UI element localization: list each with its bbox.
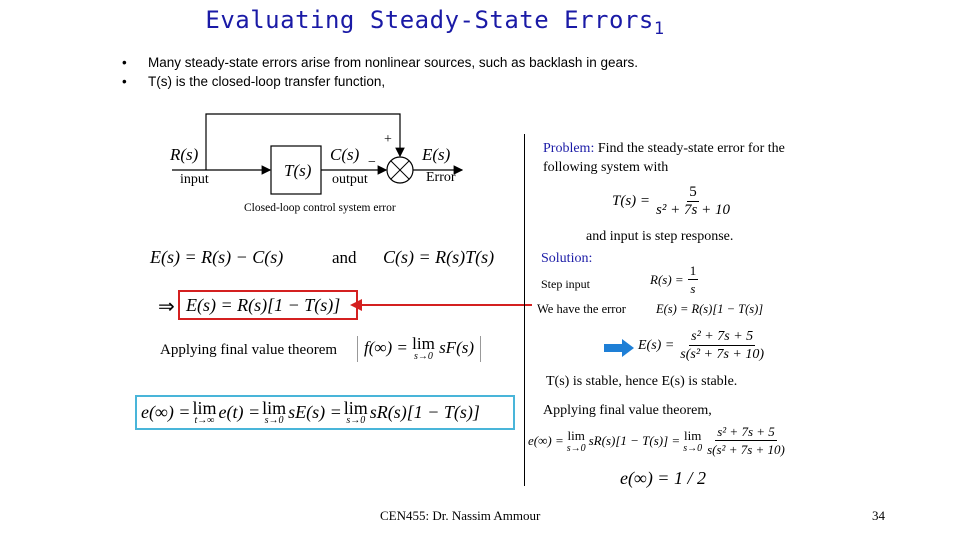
- final-lim-sub: s→0: [683, 442, 703, 454]
- ess-lim-s-word: lim: [262, 397, 287, 418]
- bullet-item: [122, 53, 638, 72]
- error-label: Error: [426, 170, 456, 185]
- ess-lim-t-sub: t→∞: [194, 414, 215, 426]
- page-number: 34: [872, 508, 885, 523]
- error-result: E(s) = R(s)[1 − T(s)]: [186, 295, 341, 315]
- step-input-lhs: R(s) =: [650, 271, 684, 287]
- diagram-caption: Closed-loop control system error: [244, 202, 396, 214]
- output-label: output: [332, 172, 368, 187]
- ess-term3: sR(s)[1 − T(s)]: [369, 402, 480, 422]
- step-input-fraction: [688, 262, 699, 297]
- solution-heading: Solution:: [541, 251, 593, 266]
- bullet-text: Many steady-state errors arise from nonlinear sources, such as backlash in gears.: [148, 55, 638, 70]
- slide-title: [0, 6, 870, 39]
- error-result-numerator: s² + 7s + 5: [691, 329, 754, 344]
- blue-arrow-icon: [604, 339, 634, 357]
- block-label: T(s): [284, 161, 312, 180]
- problem-statement: [543, 139, 813, 177]
- ess-limit-s2: [343, 397, 368, 426]
- footer-author: CEN455: Dr. Nassim Ammour: [380, 508, 541, 523]
- column-divider: [524, 134, 525, 486]
- red-arrow: [350, 297, 534, 313]
- ess-lim-t-word: lim: [192, 397, 217, 418]
- bullet-dot: •: [122, 55, 127, 70]
- implies-symbol: ⇒: [158, 296, 175, 318]
- bullet-list: [122, 53, 638, 91]
- error-result-fraction: [678, 328, 766, 363]
- final-lhs: e(∞) =: [528, 432, 564, 448]
- final-limit-2: [683, 428, 702, 454]
- output-definition: C(s) = R(s)T(s): [383, 247, 495, 267]
- fvt-rhs: sF(s): [439, 337, 475, 357]
- ess-term2: sE(s) =: [288, 402, 342, 422]
- ess-lim-s-word: lim: [343, 397, 368, 418]
- output-signal-label: C(s): [330, 145, 360, 164]
- ess-limit-s1: [262, 397, 287, 426]
- transfer-function: [612, 184, 732, 219]
- bullet-text: T(s) is the closed-loop transfer function,: [148, 74, 386, 89]
- final-answer: e(∞) = 1 / 2: [620, 468, 706, 488]
- final-lim-word: lim: [567, 427, 585, 443]
- and-word: and: [332, 248, 357, 267]
- tf-lhs: T(s) =: [612, 193, 651, 209]
- error-result-formula: [638, 328, 766, 363]
- minus-sign: −: [368, 155, 376, 170]
- final-denominator: s(s² + 7s + 10): [707, 442, 785, 457]
- ess-term1: e(t) =: [218, 402, 261, 422]
- plus-sign: +: [384, 132, 392, 147]
- input-signal-label: R(s): [170, 145, 199, 164]
- step-input-denominator: s: [690, 281, 696, 296]
- stability-text: T(s) is stable, hence E(s) is stable.: [546, 374, 738, 389]
- ess-limit-t: [192, 397, 217, 426]
- title-subscript: 1: [653, 18, 665, 39]
- bullet-dot: •: [122, 74, 127, 89]
- step-text: and input is step response.: [586, 229, 734, 244]
- final-lim-word: lim: [683, 427, 702, 443]
- fvt-label: Applying final value theorem: [160, 342, 338, 358]
- final-fraction: [705, 423, 787, 458]
- error-signal-label: E(s): [422, 145, 451, 164]
- step-input-label: Step input: [541, 277, 591, 291]
- bullet-item: [122, 72, 638, 91]
- problem-text: Find the steady-state error for the following system with: [543, 141, 785, 175]
- error-intro-label: We have the error: [537, 302, 626, 316]
- fvt-formula: [357, 336, 481, 362]
- step-input-formula: [650, 262, 698, 297]
- steady-state-error-box: [135, 395, 515, 430]
- title-main: Evaluating Steady-State Errors: [205, 6, 654, 34]
- ess-lhs: e(∞) =: [141, 402, 191, 422]
- tf-numerator: 5: [689, 184, 697, 200]
- final-mid: sR(s)[1 − T(s)] =: [588, 432, 681, 448]
- final-lim-sub: s→0: [566, 442, 586, 454]
- input-label: input: [180, 172, 209, 187]
- error-result-box: [178, 290, 358, 320]
- error-result-lhs: E(s) =: [638, 337, 675, 353]
- final-numerator: s² + 7s + 5: [717, 424, 775, 439]
- error-expression: E(s) = R(s)[1 − T(s)]: [656, 302, 764, 316]
- fvt-lim-sub: s→0: [414, 351, 433, 362]
- fvt-text: Applying final value theorem,: [543, 403, 712, 418]
- error-result-denominator: s(s² + 7s + 10): [680, 347, 765, 362]
- ess-lim-s-sub: s→0: [264, 414, 284, 426]
- final-limit: [567, 428, 586, 454]
- final-limit-formula: [528, 423, 787, 458]
- tf-denominator: s² + 7s + 10: [656, 202, 730, 218]
- fvt-lhs: f(∞) =: [364, 337, 408, 357]
- ess-lim-s-sub: s→0: [346, 414, 366, 426]
- tf-fraction: [654, 184, 732, 219]
- fvt-lim-word: lim: [412, 334, 435, 353]
- step-input-numerator: 1: [689, 263, 697, 278]
- fvt-limit: [412, 336, 435, 362]
- problem-heading: Problem:: [543, 141, 595, 156]
- error-definition: E(s) = R(s) − C(s): [150, 247, 284, 267]
